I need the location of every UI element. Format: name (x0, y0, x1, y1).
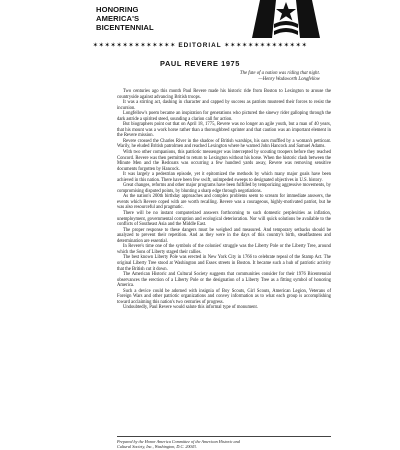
paragraph: The best known Liberty Pole was erected in New York City in 1766 to celebrate repeal of the Stamp Act. The original Liberty Tree stood at Washington and Essex streets in Boston. It became such a hub of patriotic activity that the British cut it down. (117, 255, 331, 272)
paragraph: Such a device could be adorned with insignia of Boy Scouts, Girl Scouts, American Legion, Veterans of Foreign Wars and other patriotic organizations and convey information as to what each group is accomplishing toward acclaiming this nation's two centuries of progress. (117, 288, 331, 305)
paragraph: The American Historic and Cultural Society suggests that communities consider for their 1976 Bicentennial observances the erection of a Liberty Pole or the designation of a Liberty Tree as a fitting symbol of honoring America. (117, 272, 331, 289)
header (0, 0, 400, 46)
masthead-line: BICENTENNIAL (96, 23, 154, 32)
article-title: PAUL REVERE 1975 (160, 59, 240, 68)
article-body (117, 89, 331, 311)
epigraph-quote: The fate of a nation was riding that night. (239, 71, 320, 76)
masthead-line: AMERICA'S (96, 14, 140, 23)
paragraph: With two other companions, this patriotic messenger was intercepted by scouting troopers before they reached Concord. Revere was then permitted to return to Lexington without his horse. When the historic clash between the Minute Men and the Redcoats was occurring a few hundred yards away, Revere was removing sensitive documents forgotten by Hancock. (117, 150, 331, 172)
paragraph: But biographers point out that on April 18, 1775, Revere was no longer an agile youth, but a man of 40 years, that his mount was a work horse rather than a thoroughbred sprinter and that caution was an important element in the Revere mission. (117, 122, 331, 139)
paragraph: Longfellow's poem became an inspiration for generations who pictured the sinewy rider galloping through the dark astride a spirited steed, sounding a clarion call for action. (117, 111, 331, 122)
star-divider-right: ✶✶✶✶✶✶✶✶✶✶✶✶✶✶ (224, 42, 308, 49)
paragraph: As the nation's 200th birthday approaches and complex problems seem to scream for immediate answers, the events which Revere coped with are worth recalling. Revere was a courageous, highly-motivated patriot, but he was also resourceful and pragmatic. (117, 194, 331, 211)
masthead (96, 5, 186, 32)
paragraph: It was largely a pedestrian episode, yet it epitomized the methods by which many major goals have been achieved in this nation. There have been few swift, unimpeded sweeps to designated objectives in U.S. history. (117, 172, 331, 183)
paragraph: Great changes, reforms and other major programs have been fulfilled by temporizing aggressive movements, by compromising disputed points, by blunting a sharp edge through negotiations. (117, 183, 331, 194)
footer-line: Prepared by the Honor America Committee of the American Historic and (117, 438, 240, 444)
epigraph (160, 71, 320, 83)
masthead-line: HONORING (96, 5, 139, 14)
paragraph: In Revere's time one of the symbols of the colonies' struggle was the Liberty Pole or the Liberty Tree, around which the Sons of Liberty staged their rallies. (117, 244, 331, 255)
footer-credit (117, 436, 331, 449)
section-label: EDITORIAL (178, 42, 222, 49)
paragraph: It was a stirring act, dashing in character and capped by success as patriots mustered their forces to resist the incursion. (117, 100, 331, 111)
bicentennial-star-logo-icon (250, 0, 322, 38)
paragraph: Revere crossed the Charles River in the shadow of British warships, his oars muffled by a woman's petticoat. Warily, he eluded British patrolmen and reached Lexington where he warned John Hancock and Samuel Adams. (117, 138, 331, 150)
star-divider-left: ✶✶✶✶✶✶✶✶✶✶✶✶✶✶ (92, 42, 176, 49)
paragraph: Undoubtedly, Paul Revere would salute this informal type of monument. (123, 305, 258, 311)
editorial-bar (0, 41, 400, 49)
footer-line: Cultural Society, Inc., Washington, D.C. 20043. (117, 443, 197, 449)
epigraph-attribution: —Henry Wadsworth Longfellow (258, 77, 320, 82)
paragraph: The proper response to these dangers must be weighed and measured. And temporary setbacks should be analyzed to prevent their repetition. And as they were in the days of this country's birth, steadfastness and determination are essential. (117, 227, 331, 244)
paragraph: Two centuries ago this month Paul Revere made his historic ride from Boston to Lexington to arouse the countryside against advancing British troops. (117, 89, 331, 100)
paragraph: There will be no instant computerized answers forthcoming to such domestic perplexities as inflation, unemployment, governmental corruption and ecological deterioration. Nor will quick solutions be available to the conflicts of Southeast Asia and the Middle East. (117, 211, 331, 228)
